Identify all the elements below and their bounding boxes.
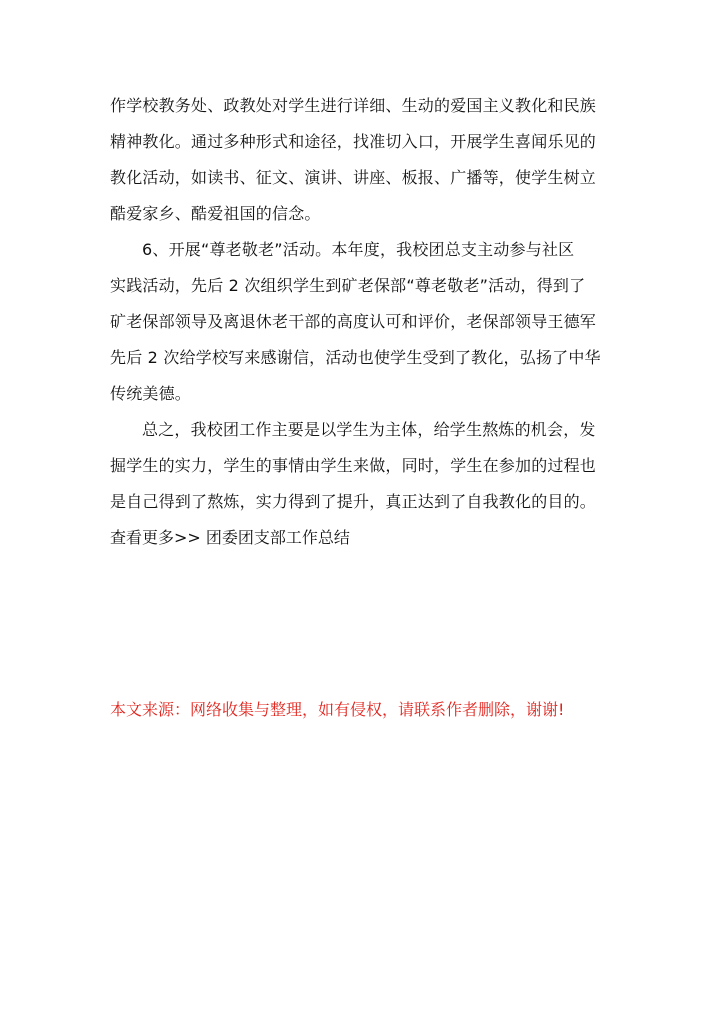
text-line: 传统美德。: [110, 384, 192, 403]
paragraph-respect-elders: [110, 232, 630, 412]
paragraph-summary: [110, 412, 630, 520]
text-line: 6、开展“尊老敬老”活动。本年度，我校团总支主动参与社区: [142, 240, 575, 259]
document-body: [110, 88, 630, 556]
see-more-link[interactable]: [110, 520, 630, 556]
text-line: 实践活动，先后 2 次组织学生到矿老保部“尊老敬老”活动，得到了: [110, 276, 586, 295]
text-line: 掘学生的实力，学生的事情由学生来做，同时，学生在参加的过程也: [110, 456, 597, 475]
text-line: 先后 2 次给学校写来感谢信，活动也使学生受到了教化，弘扬了中华: [110, 348, 601, 367]
text-line: 作学校教务处、政教处对学生进行详细、生动的爱国主义教化和民族: [110, 96, 597, 115]
paragraph-patriotic-education: [110, 88, 630, 232]
text-line: 教化活动，如读书、征文、演讲、讲座、板报、广播等，使学生树立: [110, 168, 597, 187]
text-line: 总之，我校团工作主要是以学生为主体，给学生熬炼的机会，发: [142, 420, 596, 439]
text-line: 是自己得到了熬炼，实力得到了提升，真正达到了自我教化的目的。: [110, 492, 597, 511]
see-more-link-text[interactable]: 查看更多>> 团委团支部工作总结: [110, 528, 350, 547]
text-line: 精神教化。通过多种形式和途径，找准切入口，开展学生喜闻乐见的: [110, 132, 597, 151]
text-line: 酷爱家乡、酷爱祖国的信念。: [110, 204, 321, 223]
source-disclaimer: 本文来源：网络收集与整理，如有侵权，请联系作者删除，谢谢!: [110, 700, 565, 719]
text-line: 矿老保部领导及离退休老干部的高度认可和评价，老保部领导王德军: [110, 312, 597, 331]
